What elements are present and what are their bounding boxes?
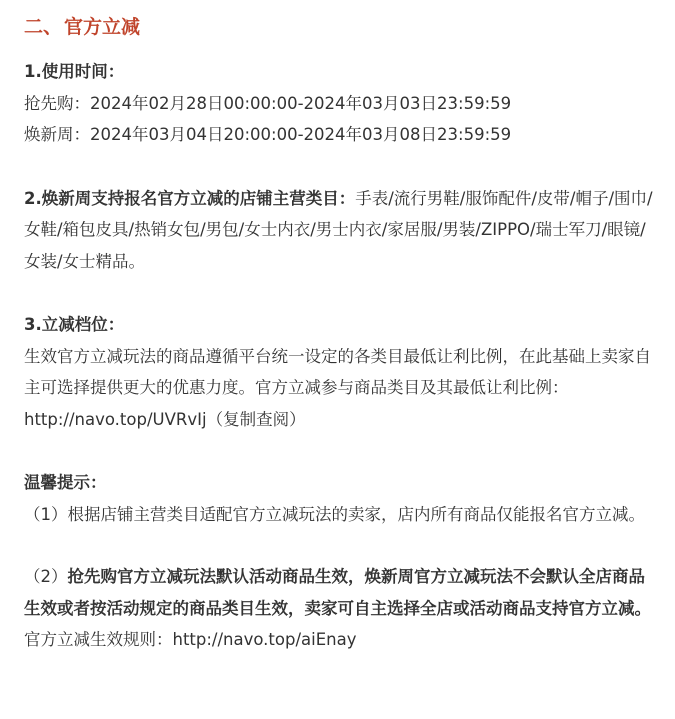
discount-tier-title: 3.立减档位： <box>24 315 125 334</box>
section-heading <box>24 10 656 44</box>
usage-time-title: 1.使用时间： <box>24 62 125 81</box>
tip-item-1: （1）根据店铺主营类目适配官方立减玩法的卖家，店内所有商品仅能报名官方立减。 <box>24 504 645 524</box>
categories-list: 手表/流行男鞋/服饰配件/皮带/帽子/围巾/女鞋/箱包皮具/热销女包/男包/女士内衣/男士内衣/家居服/男装/ZIPPO/瑞士军刀/眼镜/女装/女士精品。 <box>24 188 653 271</box>
renewal-week-time: 焕新周：2024年03月04日20:00:00-2024年03月08日23:59:59 <box>24 125 512 144</box>
tip-item-2-rule: 官方立减生效规则：http://navo.top/aiEnay <box>24 630 357 649</box>
discount-tier-content: 生效官方立减玩法的商品遵循平台统一设定的各类目最低让利比例，在此基础上卖家自主可选择提供更大的优惠力度。官方立减参与商品类目及其最低让利比例：http://navo.top/UVRvIj（复制查阅） <box>24 346 651 429</box>
presale-time: 抢先购：2024年02月28日00:00:00-2024年03月03日23:59:59 <box>24 93 512 113</box>
tip-item-2-prefix: （2） <box>24 567 68 586</box>
categories-title: 2.焕新周支持报名官方立减的店铺主营类目： <box>24 188 356 208</box>
tip-item-2-bold: 抢先购官方立减玩法默认活动商品生效，焕新周官方立减玩法不会默认全店商品生效或者按活动规定的商品类目生效，卖家可自主选择全店或活动商品支持官方立减。 <box>24 567 651 618</box>
article-body <box>24 10 656 656</box>
heading-title: 官方立减 <box>64 16 141 38</box>
supported-categories <box>24 183 656 278</box>
tips-title: 温馨提示： <box>24 473 107 492</box>
tip-item-2 <box>24 561 656 656</box>
heading-number: 二、 <box>24 16 63 38</box>
